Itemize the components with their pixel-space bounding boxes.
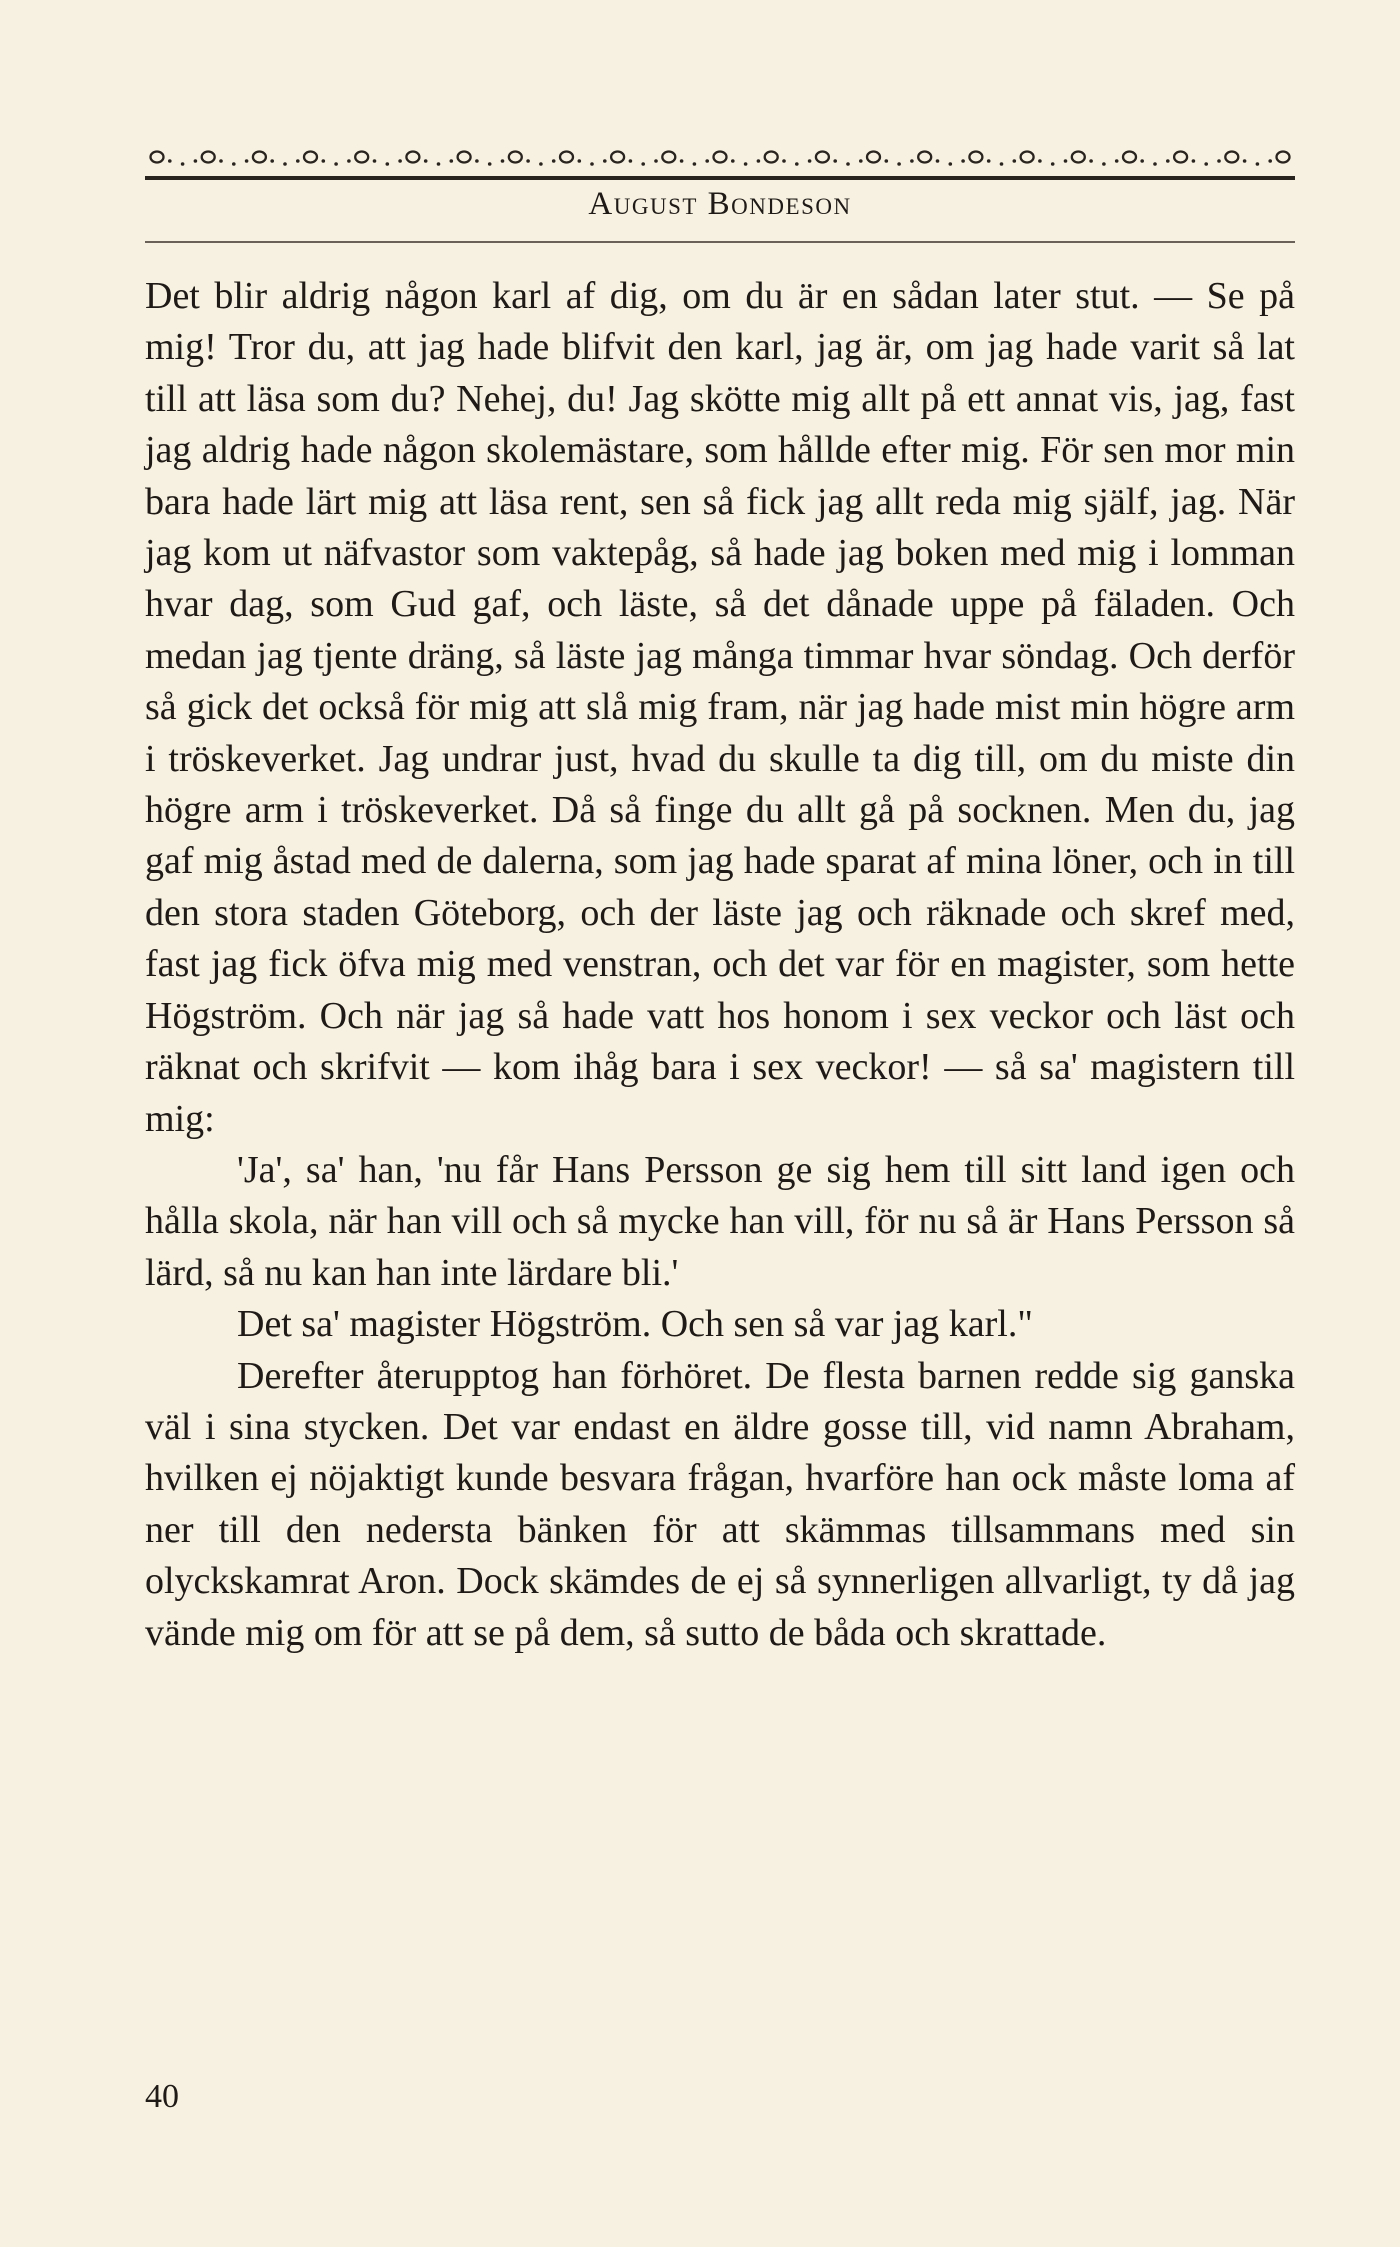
- ornament-dot: [450, 159, 454, 163]
- body-text: [145, 271, 1295, 1659]
- ornament-dot: [245, 159, 249, 163]
- ornament-dot: [270, 159, 274, 163]
- ornament-ring: [816, 152, 829, 163]
- ornament-dot: [744, 162, 748, 166]
- ornament-ring: [458, 152, 471, 163]
- ornament-dot: [501, 159, 505, 163]
- ornament-ring: [765, 152, 778, 163]
- ornament-dot: [334, 162, 338, 166]
- ornament-dot: [641, 162, 645, 166]
- header-rule: [145, 241, 1295, 243]
- ornament-dot: [910, 159, 914, 163]
- ornamental-border-icon: [145, 108, 1295, 184]
- ornament-dot: [1013, 159, 1017, 163]
- ornament-dot: [949, 162, 953, 166]
- page-number: 40: [145, 2078, 179, 2115]
- ornament-dot: [987, 159, 991, 163]
- ornament-dot: [846, 162, 850, 166]
- ornament-dot: [693, 162, 697, 166]
- ornament-dot: [654, 159, 658, 163]
- ornament-dot: [731, 159, 735, 163]
- ornament-dot: [1166, 159, 1170, 163]
- ornament-dot: [680, 159, 684, 163]
- ornament-dot: [859, 159, 863, 163]
- ornament-ring: [406, 152, 419, 163]
- ornamental-border: [145, 108, 1295, 184]
- ornament-dot: [1000, 162, 1004, 166]
- ornament-ring: [1225, 152, 1238, 163]
- ornament-ring: [151, 152, 164, 163]
- ornament-dot: [1038, 159, 1042, 163]
- ornament-ring: [1123, 152, 1136, 163]
- ornament-ring: [867, 152, 880, 163]
- ornament-dot: [552, 159, 556, 163]
- ornament-dot: [424, 159, 428, 163]
- ornament-dot: [1243, 159, 1247, 163]
- ornament-ring: [355, 152, 368, 163]
- ornament-dot: [1140, 159, 1144, 163]
- paragraph: Derefter återupptog han förhöret. De flesta barnen redde sig ganska väl i sina stycken. Det var endast en äldre gosse till, vid namn Abraham, hvilken ej nöjaktigt kunde besvara frågan, hvarföre han ock måste loma af ner till den nedersta bänken för att skämmas tillsammans med sin olyckskamrat Aron. Dock skämdes de ej så synnerligen allvarligt, ty då jag vände mig om för att se på dem, så sutto de båda och skrattade.: [145, 1354, 1295, 1654]
- ornament-dot: [232, 162, 236, 166]
- ornament-dot: [1256, 162, 1260, 166]
- paragraph: Det sa' magister Högström. Och sen så var jag karl.": [237, 1303, 1033, 1346]
- paragraph: Det blir aldrig någon karl af dig, om du är en sådan later stut. — Se på mig! Tror du, att jag hade blifvit den karl, jag är, om jag hade varit så lat till att läsa som du? Nehej, du! Jag skötte mig allt på ett annat vis, jag, fast jag aldrig hade någon skolemästare, som hållde efter mig. För sen mor min bara hade lärt mig att läsa rent, sen så fick jag allt reda mig själf, jag. När jag kom ut näfvastor som vaktepåg, så hade jag boken med mig i lomman hvar dag, som Gud gaf, och läste, så det dånade uppe på fäladen. Och medan jag tjente dräng, så läste jag många timmar hvar söndag. Och derför så gick det också för mig att slå mig fram, när jag hade mist min högre arm i tröskeverket. Jag undrar just, hvad du skulle ta dig till, om du miste din högre arm i tröskeverket. Då så finge du allt gå på socknen. Men du, jag gaf mig åstad med de dalerna, som jag hade sparat af mina löner, och in till den stora staden Göteborg, och der läste jag och räknade och skref med, fast jag fick öfva mig med venstran, och det var för en magister, som hette Högström. Och när jag så hade vatt hos honom i sex veckor och läst och räknat och skrifvit — kom ihåg bara i sex veckor! — så sa' magistern till mig:: [145, 275, 1295, 1140]
- ornament-ring: [1277, 152, 1290, 163]
- running-header-title: August Bondeson: [588, 186, 852, 222]
- ornament-dot: [757, 159, 761, 163]
- ornament-ring: [304, 152, 317, 163]
- ornament-dot: [488, 162, 492, 166]
- ornament-dot: [296, 159, 300, 163]
- ornament-dot: [475, 159, 479, 163]
- ornament-ring: [969, 152, 982, 163]
- ornament-dot: [936, 159, 940, 163]
- ornament-dot: [1089, 159, 1093, 163]
- ornament-dot: [603, 159, 607, 163]
- ornament-dot: [373, 159, 377, 163]
- ornament-ring: [918, 152, 931, 163]
- ornament-dot: [1102, 162, 1106, 166]
- book-page: [145, 108, 1295, 1659]
- ornament-dot: [526, 159, 530, 163]
- ornament-dot: [322, 159, 326, 163]
- ornament-dot: [808, 159, 812, 163]
- ornament-dot: [795, 162, 799, 166]
- ornament-dot: [398, 159, 402, 163]
- ornament-dot: [629, 159, 633, 163]
- ornament-dot: [1051, 162, 1055, 166]
- paragraph: 'Ja', sa' han, 'nu får Hans Persson ge sig hem till sitt land igen och hålla skola, när han vill och så mycke han vill, för nu så är Hans Persson så lärd, så nu kan han inte lärdare bli.': [145, 1148, 1295, 1294]
- ornament-dot: [961, 159, 965, 163]
- ornament-dot: [181, 162, 185, 166]
- ornament-ring: [662, 152, 675, 163]
- ornament-ring: [509, 152, 522, 163]
- ornament-ring: [202, 152, 215, 163]
- ornament-dot: [705, 159, 709, 163]
- ornament-dot: [437, 162, 441, 166]
- ornament-ring: [1072, 152, 1085, 163]
- ornament-dot: [1268, 159, 1272, 163]
- ornament-dot: [578, 159, 582, 163]
- ornament-dot: [885, 159, 889, 163]
- ornament-dot: [1217, 159, 1221, 163]
- ornament-dot: [782, 159, 786, 163]
- ornament-dot: [219, 159, 223, 163]
- ornament-ring: [611, 152, 624, 163]
- ornament-dot: [283, 162, 287, 166]
- ornament-dot: [386, 162, 390, 166]
- ornament-dot: [1064, 159, 1068, 163]
- ornament-dot: [347, 159, 351, 163]
- ornament-ring: [560, 152, 573, 163]
- ornament-dot: [897, 162, 901, 166]
- ornament-ring: [253, 152, 266, 163]
- ornament-ring: [1174, 152, 1187, 163]
- ornament-dot: [539, 162, 543, 166]
- ornament-ring: [714, 152, 727, 163]
- ornament-ring: [1021, 152, 1034, 163]
- ornament-dot: [590, 162, 594, 166]
- ornament-dot: [1115, 159, 1119, 163]
- ornament-dot: [833, 159, 837, 163]
- ornament-dot: [168, 159, 172, 163]
- ornament-dot: [1192, 159, 1196, 163]
- ornament-dot: [194, 159, 198, 163]
- ornament-dot: [1153, 162, 1157, 166]
- ornament-dot: [1204, 162, 1208, 166]
